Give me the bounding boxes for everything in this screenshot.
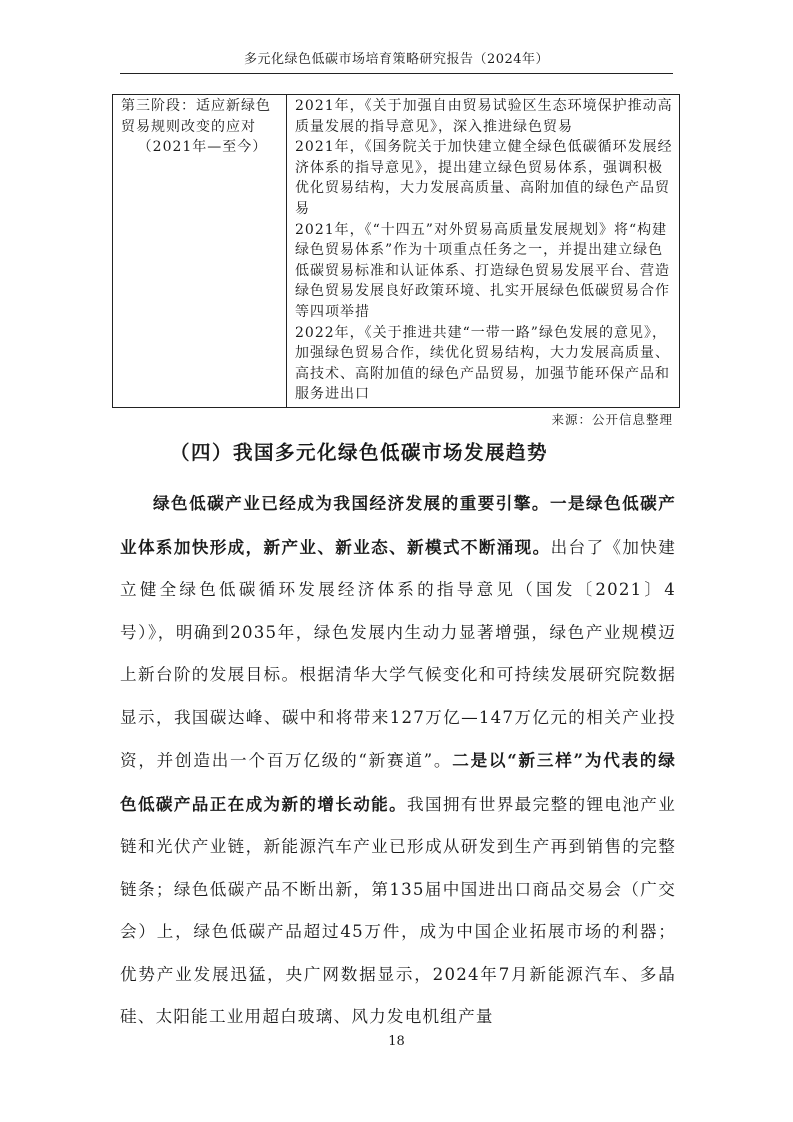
- page-number: 18: [388, 1034, 405, 1049]
- table-source-note: 来源：公开信息整理: [551, 412, 673, 427]
- lead-sentence: 绿色低碳产业已经成为我国经济发展的重要引擎。: [153, 493, 550, 513]
- stage-period: （2021年—至今）: [137, 139, 268, 156]
- table-row: [113, 95, 680, 408]
- policy-entry: 2021年，《关于加强自由贸易试验区生态环境保护推动高质量发展的指导意见》，深入推进绿色贸易: [295, 98, 673, 135]
- policy-entry: 2021年，《国务院关于加快建立健全绿色低碳循环发展经济体系的指导意见》，提出建立绿色贸易体系，强调积极优化贸易结构，大力发展高质量、高附加值的绿色产品贸易: [295, 139, 673, 217]
- point-two-heading: 二是以“新三样”为代表的绿色低碳产品正在成为新的增长动能。: [120, 750, 676, 814]
- policy-entry: 2022年，《关于推进共建“一带一路”绿色发展的意见》，加强绿色贸易合作，续优化贸易结构，大力发展高质量、高技术、高附加值的绿色产品贸易，加强节能环保产品和服务进出口: [295, 324, 670, 403]
- policy-entry: 2021年，《“十四五”对外贸易高质量发展规划》将“构建绿色贸易体系”作为十项重点任务之一，并提出建立绿色低碳贸易标准和认证体系、打造绿色贸易发展平台、营造绿色贸易发展良好政策环境、扎实开展绿色低碳贸易合作等四项举措: [295, 221, 670, 320]
- point-one-heading: 一是绿色低碳产业体系加快形成，新产业、新业态、新模式不断涌现。: [120, 493, 676, 557]
- stage-cell: [113, 95, 287, 408]
- point-one-text: 出台了《加快建立健全绿色低碳循环发展经济体系的指导意见（国发〔2021〕4号）》，明确到2035年，绿色发展内生动力显著增强，绿色产业规模迈上新台阶的发展目标。根据清华大学气候变化和可持续发展研究院数据显示，我国碳达峰、碳中和将带来127万亿—147万亿元的相关产业投资，并创造出一个百万亿级的“新赛道”。: [120, 537, 676, 770]
- header-rule: [120, 73, 673, 74]
- running-header: 多元化绿色低碳市场培育策略研究报告（2024年）: [243, 52, 550, 67]
- policy-list-cell: [287, 95, 680, 408]
- policy-stage-table: [112, 94, 680, 408]
- section-heading: （四）我国多元化绿色低碳市场发展趋势: [170, 441, 549, 464]
- body-paragraph: [120, 482, 676, 1039]
- point-two-text: 我国拥有世界最完整的锂电池产业链和光伏产业链，新能源汽车产业已形成从研发到生产再到销售的完整链条；绿色低碳产品不断出新，第135届中国进出口商品交易会（广交会）上，绿色低碳产品超过45万件，成为中国企业拓展市场的利器；优势产业发展迅猛，央广网数据显示，2024年7月新能源汽车、多晶硅、太阳能工业用超白玻璃、风力发电机组产量: [120, 794, 677, 1026]
- stage-name: 第三阶段：适应新绿色贸易规则改变的应对: [121, 98, 271, 135]
